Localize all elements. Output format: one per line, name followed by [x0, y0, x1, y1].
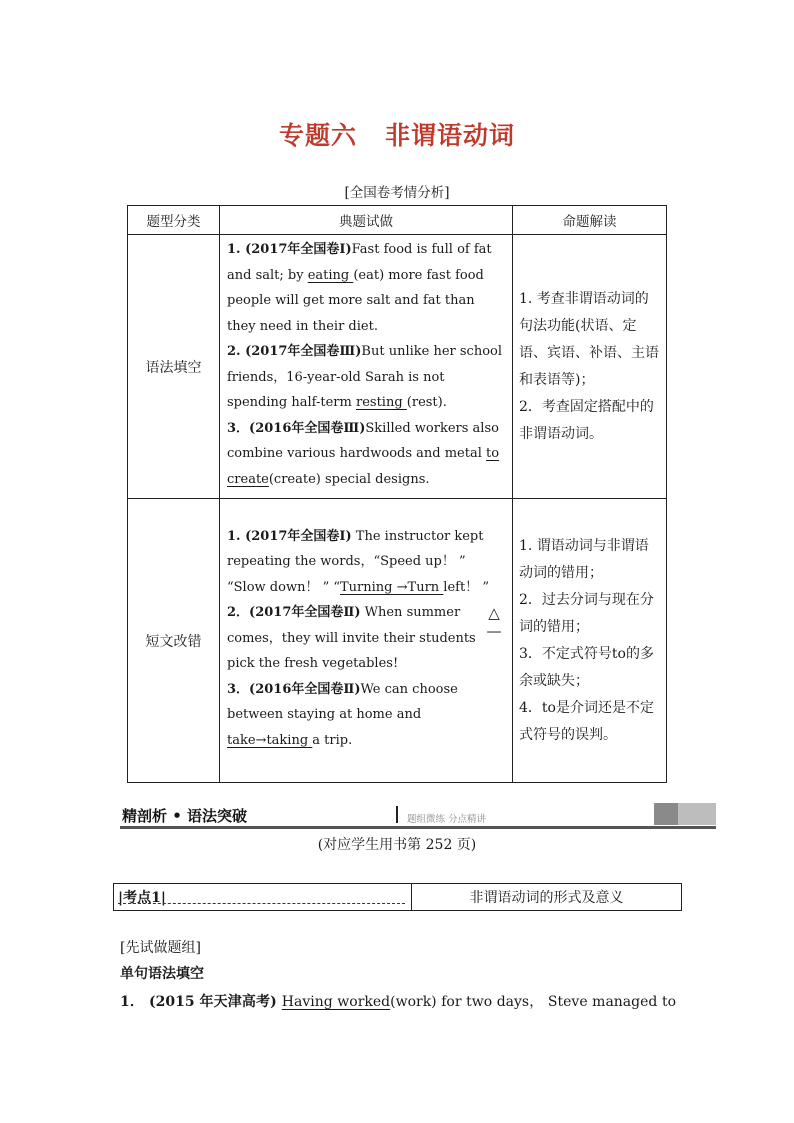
page-reference-note: (对应学生用书第 252 页) [317, 837, 477, 853]
example-item: 3．(2016年全国卷Ⅱ)We can choose between staying at home and take→taking a trip. [227, 681, 458, 748]
row-type: 语法填空 [128, 235, 220, 499]
answer-blank: Having worked [281, 994, 391, 1010]
section-rule [120, 826, 716, 829]
section-header-bar [120, 803, 716, 829]
exam-analysis-table [127, 205, 667, 783]
note-item: 4．to是介词还是不定式符号的误判。 [519, 699, 654, 743]
header-examples: 典题试做 [220, 206, 513, 235]
row-type: 短文改错 [128, 499, 220, 783]
example-item: 2. (2017年全国卷Ⅲ)But unlike her school friends，16-year-old Sarah is not spending half-term resting (rest). [227, 344, 503, 410]
answer-blank: resting [355, 395, 407, 410]
header-type: 题型分类 [128, 206, 220, 235]
kaodian-title: 非谓语动词的形式及意义 [412, 884, 682, 911]
table-row [128, 235, 667, 499]
page-title: 专题六 非谓语动词 [278, 121, 516, 150]
kaodian-table [113, 883, 682, 911]
section-subtitle: 题组微练 分点精讲 [407, 814, 487, 825]
header-notes: 命题解读 [513, 206, 667, 235]
section-title: 精剖析 • 语法突破 [122, 807, 248, 825]
kaodian-label: |考点1| [114, 884, 412, 911]
decor-block [654, 803, 678, 825]
section-divider [396, 806, 398, 823]
note-item: 2．考查固定搭配中的非谓语动词。 [519, 398, 654, 442]
exercise-type-label: 单句语法填空 [120, 966, 204, 982]
example-item: 1. (2017年全国卷Ⅰ)Fast food is full of fat and salt; by eating (eat) more fast food people will get more salt and fat than they need in their diet. [227, 242, 492, 334]
note-item: 1. 谓语动词与非谓语动词的错用； [519, 537, 649, 581]
answer-blank: eating [307, 267, 354, 283]
question-item: 1． (2015 年天津高考) Having worked(work) for two days， Steve managed to [120, 994, 676, 1010]
row-notes [513, 235, 667, 499]
table-row [128, 499, 667, 783]
example-item: 3．(2016年全国卷Ⅲ)Skilled workers also combine various hardwoods and metal to create(create) special designs. [227, 420, 500, 487]
row-notes [513, 499, 667, 783]
note-item: 2．过去分词与现在分词的错用； [519, 591, 654, 635]
note-item: 1. 考查非谓语动词的句法功能(状语、定语、宾语、补语、主语和表语等)； [519, 290, 659, 388]
answer-blank: take→taking [227, 732, 313, 748]
row-examples [220, 499, 513, 783]
example-item: 1. (2017年全国卷Ⅰ) The instructor kept repeating the words，“Speed up！ ” “Slow down！ ” “Turning →Turn left！ ” [227, 528, 489, 595]
table-header-row [128, 206, 667, 235]
insert-caret-mark: △ — [486, 604, 502, 641]
exercise-group-label: [先试做题组] [120, 940, 201, 956]
example-item: △ — 2．(2017年全国卷Ⅱ) When summer comes，they will invite their students pick the fresh vegetables! [227, 600, 506, 677]
answer-blank: to create [227, 446, 500, 487]
answer-blank: Turning →Turn [340, 579, 444, 595]
analysis-caption: [全国卷考情分析] [344, 185, 450, 201]
row-examples [220, 235, 513, 499]
decor-block [678, 803, 716, 825]
note-item: 3．不定式符号to的多余或缺失； [519, 645, 654, 689]
